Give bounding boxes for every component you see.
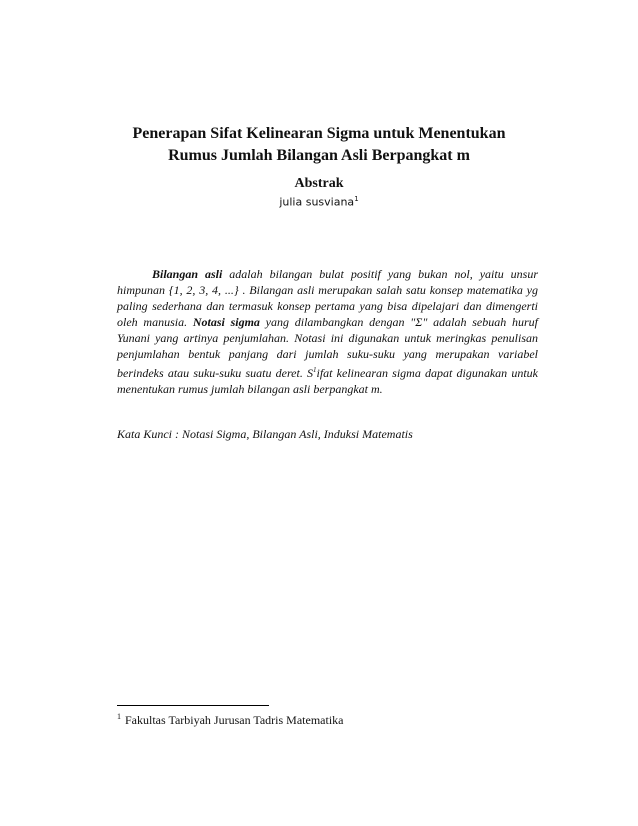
footnote-text: Fakultas Tarbiyah Jurusan Tadris Matematika xyxy=(125,713,344,727)
footnote xyxy=(117,712,344,728)
abstract-text-2: yang dilambangkan dengan "Σ" adalah sebuah huruf Yunani yang artinya penjumlahan. Notasi ini digunakan untuk meringkas penulisan penjumlahan bentuk panjang dari jumlah suku-suku yang merupakan variabel berindeks atau suku-suku suatu deret. S xyxy=(117,315,538,380)
inline-footnote-mark: 1 xyxy=(313,366,317,374)
abstract-text-1: adalah bilangan bulat positif yang bukan nol, yaitu unsur himpunan {1, 2, 3, 4, ...} . Bilangan asli merupakan salah satu konsep matematika yg paling sederhana dan termasuk konsep pertama yang bisa dipelajari dan dimengerti oleh manusia. xyxy=(117,267,539,329)
footnote-mark: 1 xyxy=(117,712,121,721)
section-heading: Abstrak xyxy=(294,176,344,191)
term-bilangan-asli: Bilangan asli xyxy=(152,267,223,281)
author-footnote-mark: 1 xyxy=(354,195,359,203)
author-line xyxy=(0,195,638,209)
author-name: julia susviana xyxy=(279,195,355,209)
abstract-paragraph xyxy=(117,266,538,397)
term-notasi-sigma: Notasi sigma xyxy=(192,315,260,329)
title-line-2: Rumus Jumlah Bilangan Asli Berpangkat m xyxy=(168,147,470,164)
keywords: Kata Kunci : Notasi Sigma, Bilangan Asli, Induksi Matematis xyxy=(117,427,413,441)
paper-title xyxy=(100,123,538,167)
title-line-1: Penerapan Sifat Kelinearan Sigma untuk Menentukan xyxy=(132,125,506,142)
abstract-text-3: ifat kelinearan sigma dapat digunakan untuk menentukan rumus jumlah bilangan asli berpangkat m. xyxy=(117,366,538,396)
footnote-divider xyxy=(117,705,269,706)
